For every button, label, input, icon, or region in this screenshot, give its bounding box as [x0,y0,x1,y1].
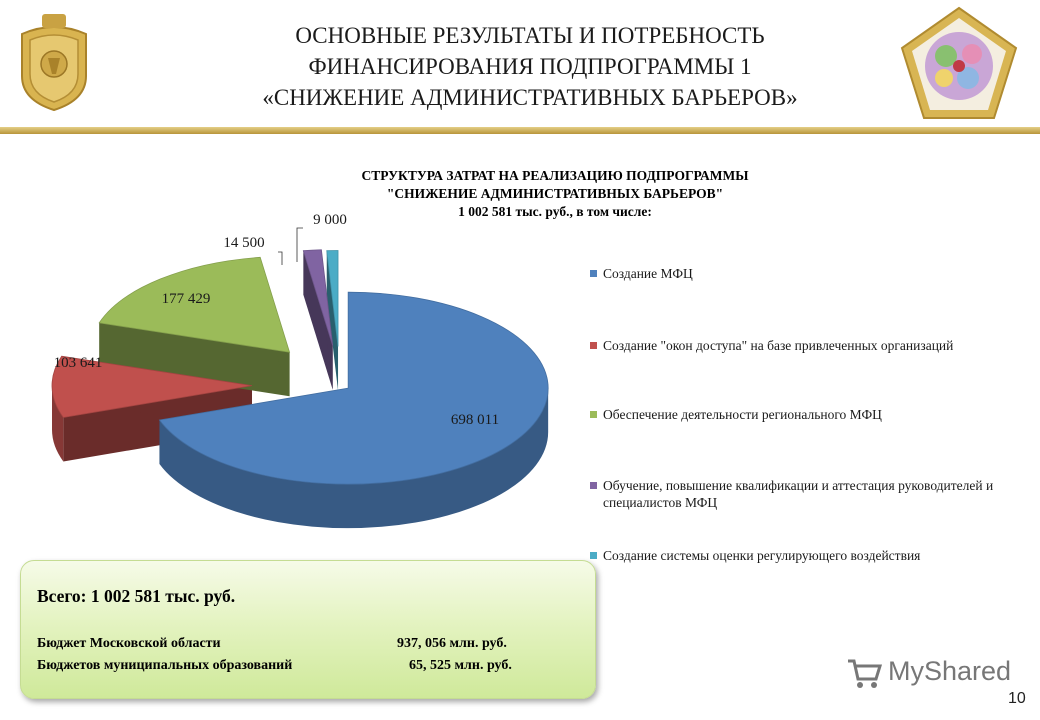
legend-swatch [590,411,597,418]
legend-label: Создание МФЦ [603,266,693,281]
budget-value: 937, 056 млн. руб. [397,636,507,651]
leader-line [278,252,282,265]
legend-swatch [590,482,597,489]
budget-value: 65, 525 млн. руб. [409,658,512,673]
page-number: 10 [1008,690,1026,707]
data-label: 698 011 [450,412,500,428]
legend-label: Обучение, повышение квалификации и аттестация руководителей и специалистов МФЦ [603,478,994,510]
data-label: 9 000 [313,212,347,228]
slide-title-line: ОСНОВНЫЕ РЕЗУЛЬТАТЫ И ПОТРЕБНОСТЬ [295,23,765,48]
watermark-text: MyShared [888,656,1012,686]
summary-box [20,560,596,699]
slide-title-line: ФИНАНСИРОВАНИЯ ПОДПРОГРАММЫ 1 [308,54,752,79]
summary-total: Всего: 1 002 581 тыс. руб. [37,586,236,606]
legend-label: Создание "окон доступа" на базе привлеченных организаций [603,338,954,353]
budget-name: Бюджетов муниципальных образований [37,658,293,673]
shopping-cart-icon [846,657,882,691]
legend-label: Создание системы оценки регулирующего воздействия [603,548,921,563]
legend-label: Обеспечение деятельности регионального МФЦ [603,407,882,422]
legend-swatch [590,342,597,349]
chart-title-line: 1 002 581 тыс. руб., в том числе: [458,204,652,219]
pie-chart [0,0,590,560]
chart-title-line: "СНИЖЕНИЕ АДМИНИСТРАТИВНЫХ БАРЬЕРОВ" [386,186,724,201]
legend-swatch [590,552,597,559]
data-label: 177 429 [161,291,211,307]
data-label: 14 500 [223,235,265,251]
region-map-emblem-icon [898,4,1020,124]
chart-title-line: СТРУКТУРА ЗАТРАТ НА РЕАЛИЗАЦИЮ ПОДПРОГРАММЫ [361,168,749,183]
legend-swatch [590,270,597,277]
data-label: 103 641 [53,355,103,371]
budget-name: Бюджет Московской области [37,636,221,651]
slide-title-line: «СНИЖЕНИЕ АДМИНИСТРАТИВНЫХ БАРЬЕРОВ» [262,85,798,110]
leader-line [297,228,303,262]
